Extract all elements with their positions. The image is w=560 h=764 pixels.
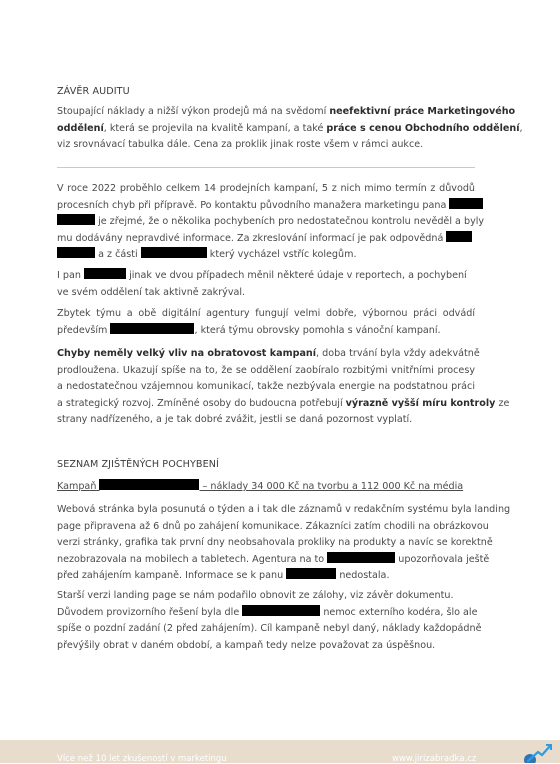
section-divider — [57, 167, 475, 168]
paragraph-text: verzi stránky, grafika tak první dny neobsahovala prokliky na produkty a navíc se korektně — [57, 537, 493, 549]
intro-text: Stoupající náklady a nižší výkon prodejů má na svědomí — [57, 106, 330, 117]
intro-text: viz srovnávací tabulka dále. Cena za proklik jinak roste všem v rámci aukce. — [57, 139, 424, 151]
intro-paragraph — [57, 104, 523, 154]
paragraph-text: který vycházel vstříc kolegům. — [209, 249, 357, 261]
paragraph-text: před zahájením kampaně. Informace se k panu — [57, 570, 284, 582]
paragraph-emphasis: Chyby neměly velký vliv na obratovost kampaní — [57, 348, 317, 359]
paragraph-text: procesních chyb při přípravě. Po kontaktu původního manažera marketingu pana — [57, 199, 447, 211]
paragraph-text: a strategický rozvoj. Zmíněné osoby do budoucna potřebují — [57, 397, 346, 409]
redaction-box — [242, 605, 320, 616]
paragraph-text: Starší verzi landing page se nám podařilo obnovit ze zálohy, viz závěr dokumentu. — [57, 590, 454, 601]
paragraph-text: ze — [495, 397, 510, 409]
intro-emphasis: práce s cenou Obchodního oddělení — [326, 122, 520, 134]
paragraph-text: Zbytek týmu a obě digitální agentury fungují velmi dobře, výbornou práci odvádí — [57, 308, 475, 319]
redaction-box — [286, 568, 336, 579]
campaign-title-text: Kampaň — [57, 481, 97, 492]
intro-text: , — [519, 122, 523, 134]
paragraph-team — [57, 306, 475, 339]
paragraph-text: Důvodem provizorního řešení byla dle — [57, 606, 240, 618]
redaction-box — [84, 268, 126, 279]
footer-website-link[interactable]: www.jirizabradka.cz — [392, 754, 477, 764]
intro-text: , která se projevila na kvalitě kampaní, a také — [103, 122, 327, 134]
redaction-box — [99, 479, 199, 490]
paragraph-backup — [57, 588, 482, 654]
paragraph-text: je zřejmé, že o několika pochybeních pro nedostatečnou kontrolu nevěděl a byly — [98, 216, 485, 228]
paragraph-text: , doba trvání byla vždy adekvátně — [316, 348, 480, 359]
footer-tagline: Více než 10 let zkušeností v marketingu — [57, 754, 227, 764]
paragraph-text: jinak ve dvou případech měnil některé údaje v reportech, a pochybení — [129, 270, 467, 281]
paragraph-text: nezobrazovala na mobilech a tabletech. Agentura na to — [57, 553, 325, 565]
paragraph-text: , která týmu obrovsky pomohla s vánoční kampaní. — [194, 324, 441, 336]
paragraph-text: page připravena až 6 dnů po zahájení komunikace. Zákazníci zatím chodili na obrázkovou — [57, 520, 489, 532]
paragraph-text: a nedostatečnou vzájemnou komunikací, takže nezbývala energie na podstatnou práci — [57, 381, 475, 393]
section-heading-findings: SEZNAM ZJIŠTĚNÝCH POCHYBENÍ — [57, 459, 219, 470]
paragraph-emphasis: výrazně vyšší míru kontroly — [345, 397, 496, 409]
paragraph-text: nemoc externího kodéra, šlo ale — [323, 606, 478, 618]
redaction-box — [57, 214, 95, 225]
redaction-box — [141, 247, 207, 258]
campaign-title-text: – náklady 34 000 Kč na tvorbu a 112 000 Kč na média — [199, 481, 464, 492]
section-heading-audit-conclusion: ZÁVĚR AUDITU — [57, 86, 130, 97]
paragraph-text: Webová stránka byla posunutá o týden a i tak dle záznamů v redakčním systému byla landing — [57, 504, 511, 515]
redaction-box — [446, 231, 472, 242]
paragraph-text: I pan — [57, 270, 81, 281]
paragraph-text: především — [57, 324, 108, 336]
brand-logo-icon — [518, 743, 552, 763]
intro-emphasis: neefektivní práce Marketingového — [329, 106, 516, 117]
paragraph-text: ve svém oddělení tak aktivně zakrýval. — [57, 286, 246, 298]
paragraph-landing-page — [57, 502, 511, 585]
paragraph-text: prodloužena. Ukazují spíše na to, že se oddělení zaobíralo rozbitými vnitřními procesy — [57, 364, 475, 376]
page-footer — [0, 740, 560, 763]
campaign-title — [57, 479, 475, 496]
paragraph-campaigns — [57, 181, 485, 264]
intro-emphasis: oddělení — [57, 122, 104, 134]
paragraph-text: V roce 2022 proběhlo celkem 14 prodejních kampaní, 5 z nich mimo termín z důvodů — [57, 183, 475, 194]
paragraph-impact — [57, 346, 510, 429]
paragraph-text: a z části — [98, 249, 138, 261]
paragraph-text: strany nadřízeného, a je tak dobré zvážit, jestli se daná pozornost vyplatí. — [57, 414, 413, 426]
redaction-box — [327, 552, 395, 563]
paragraph-text: mu dodávány nepravdivé informace. Za zkreslování informací je pak odpovědná — [57, 232, 444, 244]
paragraph-text: převýšily obrat v daném období, a kampaň tedy nelze považovat za úspěšnou. — [57, 639, 436, 651]
paragraph-reports — [57, 268, 475, 301]
paragraph-text: upozorňovala ještě — [398, 553, 490, 565]
redaction-box — [57, 247, 95, 258]
paragraph-text: nedostala. — [339, 570, 390, 582]
paragraph-text: spíše o pozdní zadání (2 před zahájením). Cíl kampaně nebyl daný, náklady každopádně — [57, 623, 482, 635]
redaction-box — [449, 198, 483, 209]
redaction-box — [110, 323, 194, 334]
